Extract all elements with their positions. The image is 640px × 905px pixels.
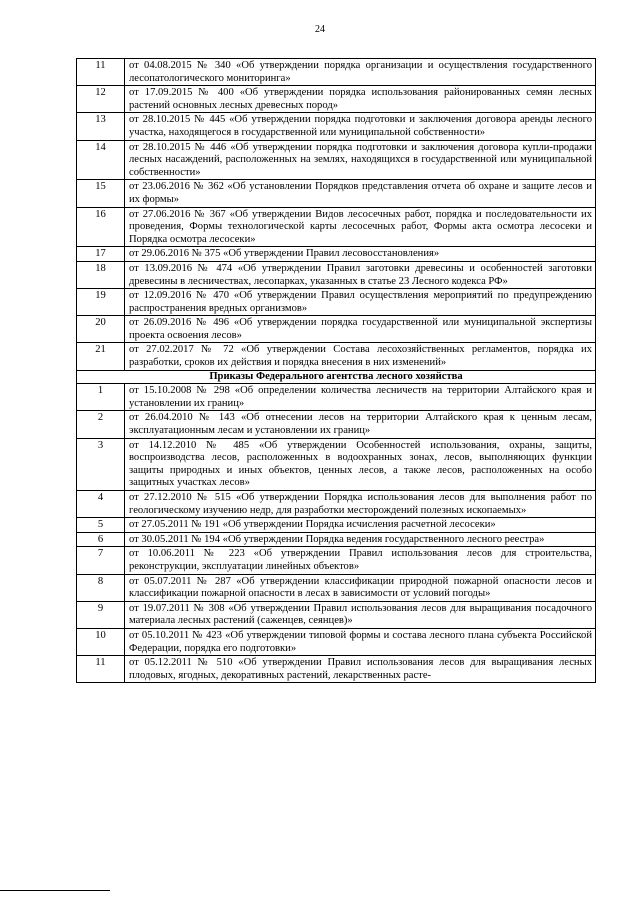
row-number: 19 — [77, 289, 125, 316]
row-text: от 12.09.2016 № 470 «Об утверждении Правил осуществления мероприятий по предупреждению распространения вредных организмов» — [125, 289, 596, 316]
table-row — [77, 113, 596, 140]
row-number: 7 — [77, 547, 125, 574]
table-row — [77, 261, 596, 288]
row-number: 15 — [77, 180, 125, 207]
row-text: от 05.10.2011 № 423 «Об утверждении типовой формы и состава лесного плана субъекта Российской Федерации, порядка его подготовки» — [125, 628, 596, 655]
row-number: 3 — [77, 438, 125, 490]
regulations-table — [76, 58, 596, 683]
table-row — [77, 59, 596, 86]
table-body-part2 — [77, 384, 596, 683]
row-number: 18 — [77, 261, 125, 288]
row-text: от 28.10.2015 № 446 «Об утверждении порядка подготовки и заключения договора купли-продажи лесных насаждений, расположенных на землях, находящихся в государственной или муниципальной собственности» — [125, 140, 596, 180]
table-row — [77, 180, 596, 207]
table-row — [77, 384, 596, 411]
table-row — [77, 547, 596, 574]
row-number: 10 — [77, 628, 125, 655]
table-section — [77, 370, 596, 384]
table-row — [77, 86, 596, 113]
row-number: 20 — [77, 316, 125, 343]
row-text: от 27.02.2017 № 72 «Об утверждении Состава лесохозяйственных регламентов, порядка их разработки, сроков их действия и порядка внесения в них изменений» — [125, 343, 596, 370]
row-number: 1 — [77, 384, 125, 411]
row-text: от 26.09.2016 № 496 «Об утверждении порядка государственной или муниципальной экспертизы проекта освоения лесов» — [125, 316, 596, 343]
table-row — [77, 532, 596, 547]
row-number: 6 — [77, 532, 125, 547]
row-text: от 19.07.2011 № 308 «Об утверждении Правил использования лесов для выращивания посадочного материала лесных растений (саженцев, сеянцев)» — [125, 601, 596, 628]
row-text: от 27.12.2010 № 515 «Об утверждении Порядка использования лесов для выполнения работ по геологическому изучению недр, для разработки месторождений полезных ископаемых» — [125, 491, 596, 518]
row-number: 21 — [77, 343, 125, 370]
section-header-row — [77, 370, 596, 384]
footnote-divider — [0, 890, 110, 891]
row-text: от 14.12.2010 № 485 «Об утверждении Особенностей использования, охраны, защиты, воспроизводства лесов, расположенных в водоохранных зонах, лесов, выполняющих функции защиты природных и иных объектов, ценных лесов, а также лесов, расположенных на особо защитных участках лесов» — [125, 438, 596, 490]
row-text: от 27.05.2011 № 191 «Об утверждении Порядка исчисления расчетной лесосеки» — [125, 518, 596, 533]
row-number: 11 — [77, 656, 125, 683]
row-text: от 13.09.2016 № 474 «Об утверждении Правил заготовки древесины и особенностей заготовки древесины в лесничествах, лесопарках, указанных в статье 23 Лесного кодекса РФ» — [125, 261, 596, 288]
row-number: 11 — [77, 59, 125, 86]
table-row — [77, 438, 596, 490]
row-number: 14 — [77, 140, 125, 180]
row-number: 4 — [77, 491, 125, 518]
table-row — [77, 628, 596, 655]
table-row — [77, 247, 596, 262]
row-text: от 28.10.2015 № 445 «Об утверждении порядка подготовки и заключения договора аренды лесного участка, находящегося в государственной или муниципальной собственности» — [125, 113, 596, 140]
row-text: от 26.04.2010 № 143 «Об отнесении лесов на территории Алтайского края к ценным лесам, эксплуатационным лесам и установлении их границ» — [125, 411, 596, 438]
row-text: от 05.12.2011 № 510 «Об утверждении Правил использования лесов для выращивания лесных плодовых, ягодных, декоративных растений, лекарственных расте- — [125, 656, 596, 683]
row-number: 16 — [77, 207, 125, 247]
table-row — [77, 140, 596, 180]
row-number: 12 — [77, 86, 125, 113]
row-number: 2 — [77, 411, 125, 438]
row-text: от 05.07.2011 № 287 «Об утверждении классификации природной пожарной опасности лесов и классификации пожарной опасности в лесах в зависимости от условий погоды» — [125, 574, 596, 601]
row-text: от 30.05.2011 № 194 «Об утверждении Порядка ведения государственного лесного реестра» — [125, 532, 596, 547]
page-number: 24 — [315, 24, 325, 35]
table-row — [77, 207, 596, 247]
table-row — [77, 411, 596, 438]
table-row — [77, 289, 596, 316]
section-title: Приказы Федерального агентства лесного хозяйства — [77, 370, 596, 384]
row-text: от 17.09.2015 № 400 «Об утверждении порядка использования районированных семян лесных растений основных лесных древесных пород» — [125, 86, 596, 113]
row-number: 13 — [77, 113, 125, 140]
row-text: от 10.06.2011 № 223 «Об утверждении Правил использования лесов для строительства, реконструкции, эксплуатации линейных объектов» — [125, 547, 596, 574]
table-row — [77, 518, 596, 533]
row-number: 5 — [77, 518, 125, 533]
row-text: от 04.08.2015 № 340 «Об утверждении порядка организации и осуществления государственного лесопатологического мониторинга» — [125, 59, 596, 86]
row-number: 8 — [77, 574, 125, 601]
row-number: 17 — [77, 247, 125, 262]
table-row — [77, 343, 596, 370]
table-row — [77, 316, 596, 343]
row-text: от 29.06.2016 № 375 «Об утверждении Правил лесовосстановления» — [125, 247, 596, 262]
table-row — [77, 656, 596, 683]
table-body-part1 — [77, 59, 596, 371]
row-number: 9 — [77, 601, 125, 628]
row-text: от 27.06.2016 № 367 «Об утверждении Видов лесосечных работ, порядка и последовательности их проведения, Формы технологической карты лесосечных работ, Формы акта осмотра лесосеки и Порядка осмотра лесосеки» — [125, 207, 596, 247]
table-row — [77, 601, 596, 628]
row-text: от 15.10.2008 № 298 «Об определении количества лесничеств на территории Алтайского края и установлении их границ» — [125, 384, 596, 411]
row-text: от 23.06.2016 № 362 «Об установлении Порядков представления отчета об охране и защите лесов и их формы» — [125, 180, 596, 207]
table-row — [77, 491, 596, 518]
table-row — [77, 574, 596, 601]
